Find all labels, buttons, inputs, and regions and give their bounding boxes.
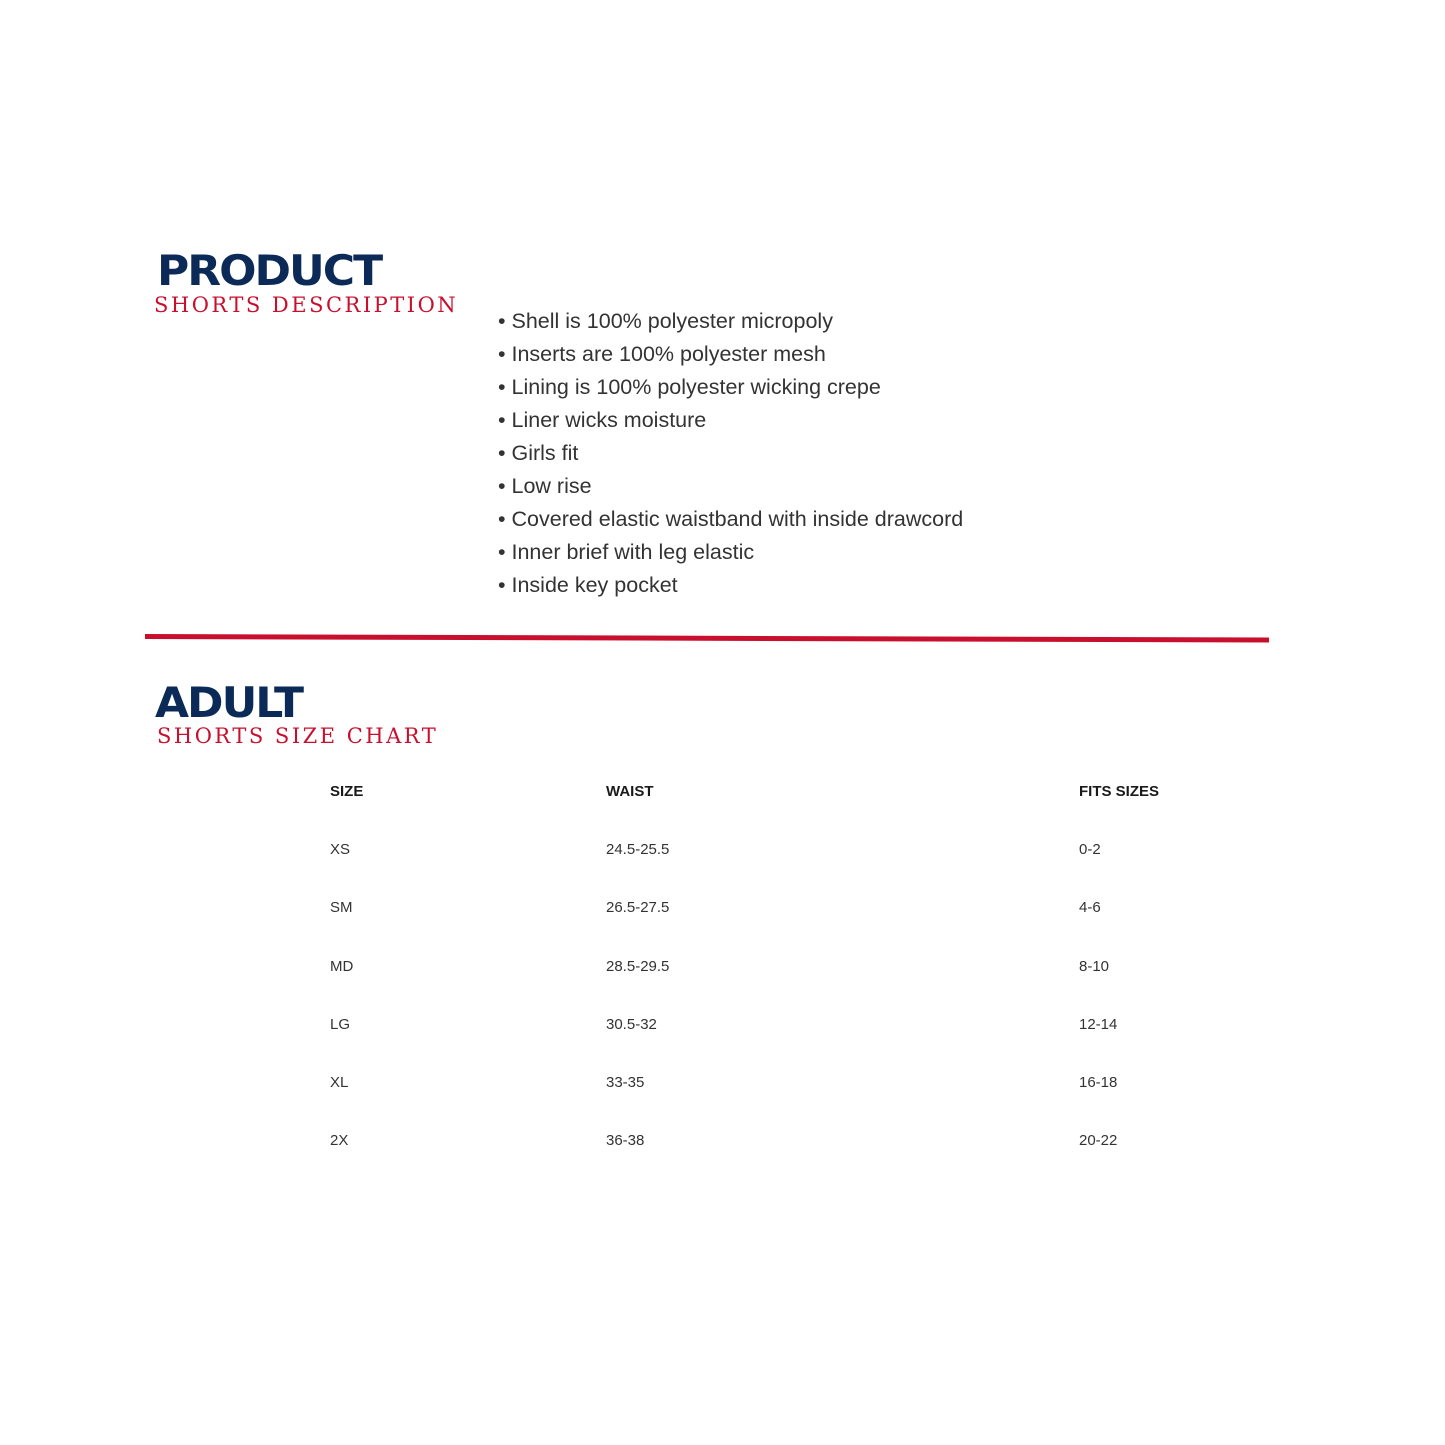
table-cell-waist: 30.5-32 (606, 1016, 657, 1033)
table-cell-fits: 4-6 (1079, 899, 1101, 916)
feature-item: • Shell is 100% polyester micropoly (498, 309, 833, 333)
section-divider (145, 634, 1269, 643)
table-cell-fits: 0-2 (1079, 841, 1101, 858)
feature-item: • Girls fit (498, 441, 579, 465)
description-subtitle: SHORTS DESCRIPTION (154, 293, 459, 317)
feature-item: • Low rise (498, 474, 592, 498)
table-cell-size: SM (330, 899, 353, 916)
feature-item: • Inserts are 100% polyester mesh (498, 342, 826, 366)
feature-item: • Inner brief with leg elastic (498, 540, 755, 564)
feature-item: • Inside key pocket (498, 573, 678, 597)
table-cell-fits: 12-14 (1079, 1016, 1118, 1033)
table-cell-fits: 16-18 (1079, 1074, 1118, 1091)
table-cell-size: XS (330, 841, 351, 858)
table-cell-size: LG (330, 1016, 351, 1033)
table-cell-size: XL (330, 1074, 349, 1091)
table-cell-waist: 26.5-27.5 (606, 899, 670, 916)
table-cell-waist: 24.5-25.5 (606, 841, 670, 858)
column-header-fits-sizes: FITS SIZES (1079, 783, 1160, 800)
table-cell-size: MD (330, 958, 354, 975)
column-header-waist: WAIST (606, 783, 654, 800)
table-cell-waist: 33-35 (606, 1074, 645, 1091)
table-cell-waist: 28.5-29.5 (606, 958, 670, 975)
feature-item: • Liner wicks moisture (498, 408, 707, 432)
table-cell-fits: 8-10 (1079, 958, 1110, 975)
feature-item: • Lining is 100% polyester wicking crepe (498, 375, 881, 399)
table-cell-size: 2X (330, 1132, 349, 1149)
feature-list (498, 305, 963, 602)
size-chart-subtitle: SHORTS SIZE CHART (157, 724, 439, 748)
product-title: PRODUCT (157, 247, 382, 296)
table-cell-fits: 20-22 (1079, 1132, 1118, 1149)
feature-item: • Covered elastic waistband with inside drawcord (498, 507, 964, 531)
column-header-size: SIZE (330, 783, 364, 800)
table-cell-waist: 36-38 (606, 1132, 645, 1149)
adult-title: ADULT (155, 679, 303, 728)
